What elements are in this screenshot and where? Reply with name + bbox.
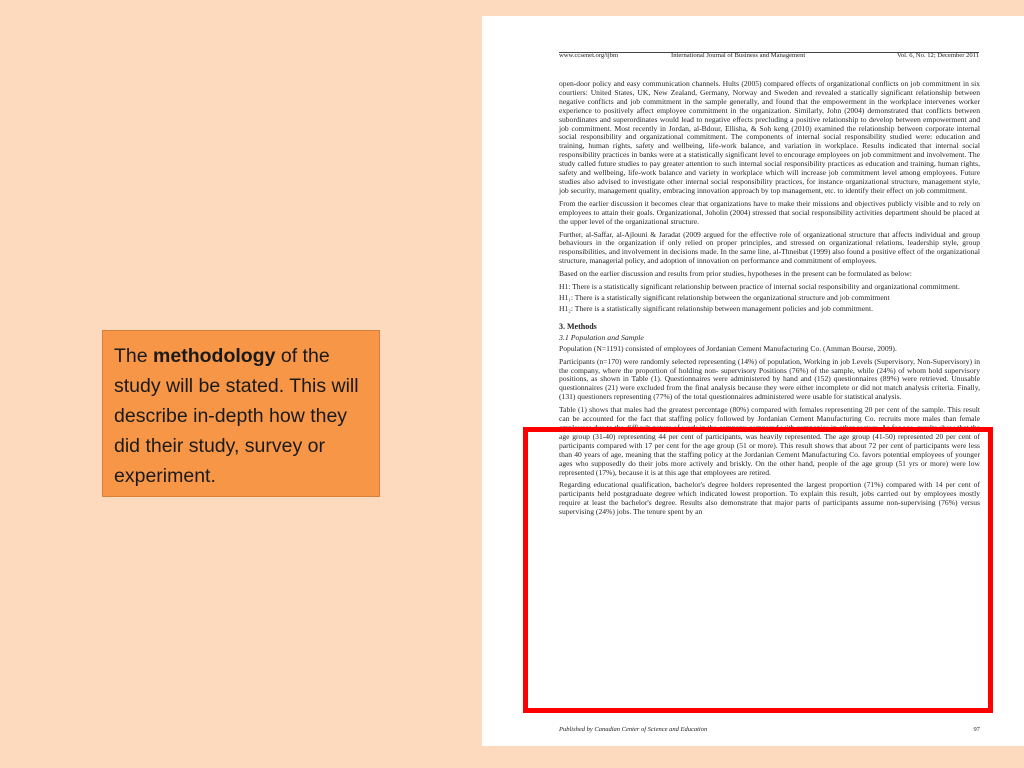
header-journal: International Journal of Business and Management: [671, 52, 806, 59]
paragraph: open-door policy and easy communication channels. Hults (2005) compared effects of organizational conflicts on job commitment in six courtiers: United States, UK, New Zealand, Germany, Norway and Sweden and revealed a statically significant relationship between negative conflicts and job commitment in the sample generally, and found that the empowerment in the workplace intervenes worker experience to positively affect employee commitment in the organization. Similarly, John (2004) demonstrated that conflicts between subordinates and superordinates would lead to negative effects precluding a positive relationship to develop between empowerment and job commitment. Most recently in Jordan, al-Bdour, Ellisha, & Soh keng (2010) examined the relationship between corporate internal social responsibility and organizational commitment. The components of internal social responsibility studied were: education and training, human rights, safety and wellbeing, life-work balance, and variation in workplace. Results indicated that internal social responsibility practices in banks were at a statistically significant level to encourage employees on job commitment and involvement. The study called future studies to pay greater attention to such internal social responsibility practices as education and training, human rights, safety and wellbeing, life-work balance and variety in workplace which will increase job commitment level among employees. Future studies also advised to investigate other internal social responsibility practices, for instance organizational structure, management style, job security, management quality, embracing innovation approach by top management, etc. to identify their effect on job commitment.: [559, 79, 980, 195]
page-header: [559, 52, 979, 59]
methods-highlight-box: [523, 427, 993, 713]
page-number: 97: [973, 726, 980, 733]
hypothesis: H1₁: There is a statistically significant relationship between the organizational structure and job commitment: [559, 292, 890, 302]
paragraph: Based on the earlier discussion and results from prior studies, hypotheses in the present can be formulated as below:: [559, 269, 912, 279]
paragraph: Further, al-Saffar, al-Ajlouni & Jaradat (2009 argued for the effective role of organizational structure that affects individual and group behaviours in the organization if only relied on proper principles, and stressed on organizational relations, leadership style, group responsibilities, and involvement in decisions made. In the same line, al-Thneibat (1999) also found a positive effect of the organizational structure, managerial policy, and adoption of innovation on performance and commitment of employees.: [559, 229, 980, 266]
methods-paragraph: Participants (n=170) were randomly selected representing (14%) of population, Working in job Levels (Supervisory, Non-Supervisory) in the company, where the proportion of holding non- supervisory Positions (76%) of the sample, while (24%) of whom hold supervisory positions, as shown in Table (1). Questionnaires were administered by hand and (152) questionnaires (89%) were retrieved. Unusable questionnaires (21) were excluded from the final analysis because they were either incomplete or did not match analysis criteria. Finally, (131) questioners representing (77%) of the total questionnaires administered were usable for statistical analysis.: [559, 356, 980, 402]
footer-publisher: Published by Canadian Center of Science and Education: [559, 726, 708, 733]
methods-paragraph: Regarding educational qualification, bachelor's degree holders represented the largest proportion (71%) compared with 14 per cent of participants held postgraduate degree which indicated lowest proportion. To explain this result, jobs carried out by employees mostly require at least the bachelor's degree. Results also demonstrate that major parts of participants assume non-supervising (76%) versus supervising (24%) jobs. The tenure spent by an: [559, 480, 980, 517]
callout-text-post: of the study will be stated. This will describe in-depth how they did their study, survey or experiment.: [114, 345, 359, 487]
methods-paragraph: Table (1) shows that males had the greatest percentage (80%) compared with females representing 20 per cent of the sample. This result can be accounted for the fact that staffing policy followed by Jordanian Cement Manufacturing Co. recruits more males than female employees due to the difficult nature of work in the company compared with companies in other sectors. As for age, results show that the age group (31-40) representing 44 per cent of participants, was heavily represented. The age group (41-50) represented 20 per cent of participants compared with 17 per cent for the age group (51 or more). This result shows that about 72 per cent of participants were less than 40 years of age, meaning that the staffing policy at the Jordanian Cement Manufacturing Co. favors potential employees of younger ages who supposedly do their jobs more actively and briskly. On the other hand, people of the age group (51 yrs or more) were low represented (17%), because it is at this age that employees are retired.: [559, 405, 980, 477]
page-footer: [559, 726, 980, 733]
methods-paragraph: Population (N=1191) consisted of employees of Jordanian Cement Manufacturing Co. (Amman Bourse, 2009).: [559, 343, 897, 353]
population-subheading: 3.1 Population and Sample: [559, 332, 644, 342]
methods-heading: 3. Methods: [559, 321, 597, 331]
callout-text-pre: The: [114, 345, 154, 367]
methodology-callout: [102, 330, 380, 497]
paragraph: From the earlier discussion it becomes clear that organizations have to make their missions and objectives publicly visible and to rely on employees to attain their goals. Organizational, Joholin (2004) stressed that social responsibility activities department should be placed at the upper level of the organizational structure.: [559, 198, 980, 226]
hypothesis: H1: There is a statistically significant relationship between practice of internal social responsibility and organizational commitment.: [559, 282, 960, 292]
header-url: www.ccsenet.org/ijbm: [559, 52, 619, 59]
header-volume: Vol. 6, No. 12; December 2011: [896, 52, 979, 59]
callout-bold-term: methodology: [153, 345, 276, 367]
hypothesis: H1₂: There is a statistically significant relationship between management policies and job commitment.: [559, 303, 873, 313]
